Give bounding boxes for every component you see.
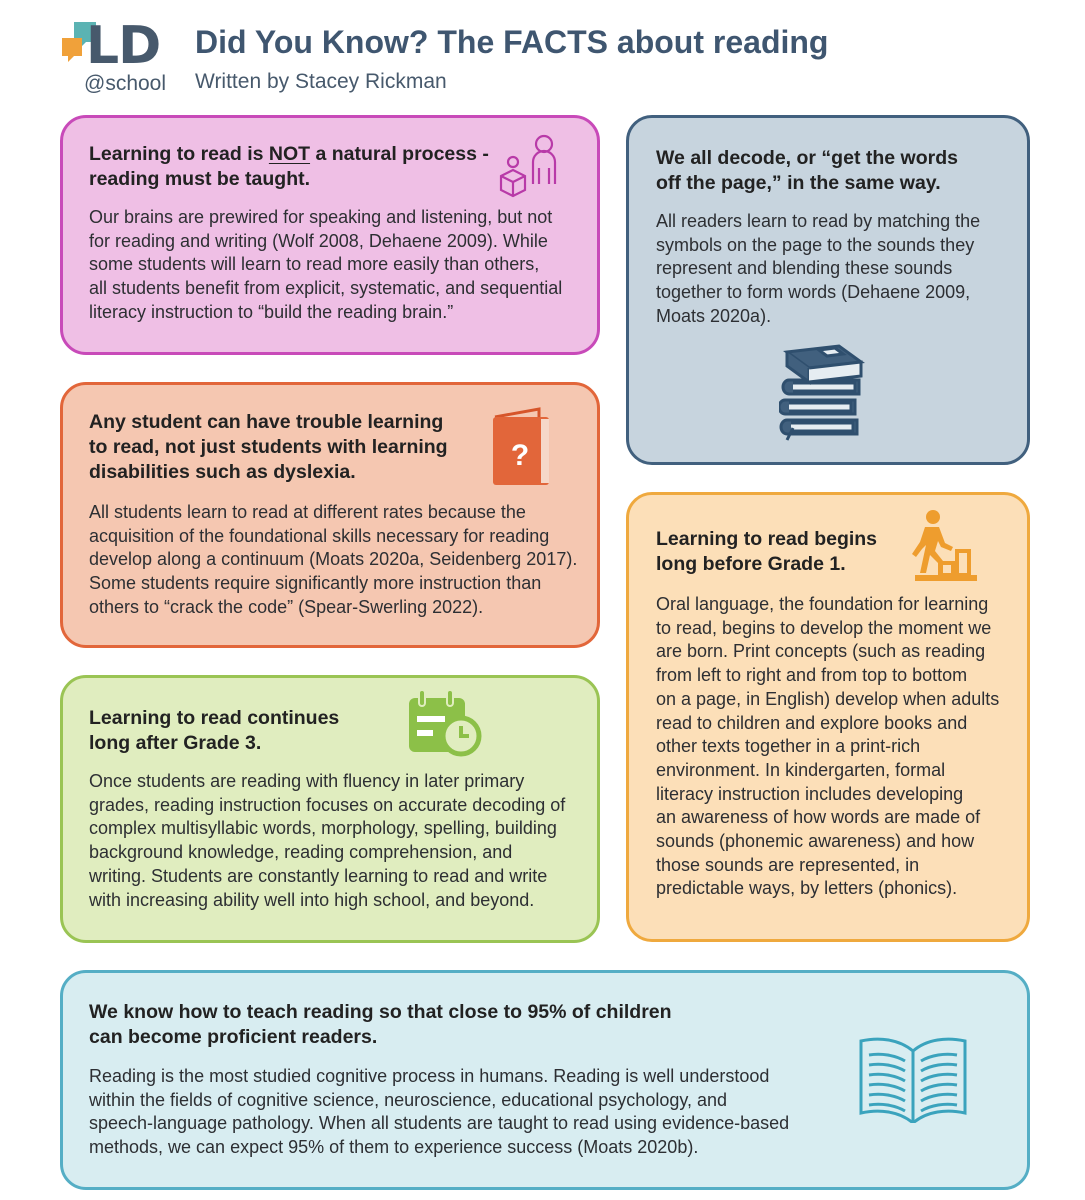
open-book-icon [855, 1031, 971, 1123]
card-body: All readers learn to read by matching the symbols on the page to the sounds they represent and blending these sounds together to form words (Dehaene 2009, Moats 2020a). [656, 211, 981, 326]
people-blocks-icon [495, 132, 567, 202]
page-title: Did You Know? The FACTS about reading [195, 24, 829, 60]
card-heading: Learning to read begins long before Grade 1. [656, 528, 878, 575]
fact-card-any-student [60, 382, 600, 648]
page-subtitle: Written by Stacey Rickman [195, 70, 447, 93]
fact-card-95-percent [60, 970, 1030, 1190]
fact-card-before-grade-1 [626, 492, 1030, 942]
card-body: Oral language, the foundation for learning to read, begins to develop the moment we are born. Print concepts (such as reading from left to right and from top to bottom on a page, in English) develop when adults read to children and explore books and other texts together in a print-rich environment. In kindergarten, formal literacy instruction includes developing an awareness of how words are made of sounds (phonemic awareness) and how those sounds are represented, in predictable ways, by letters (phonics). [656, 594, 1000, 899]
card-body: Once students are reading with fluency in later primary grades, reading instruction focuses on accurate decoding of complex multisyllabic words, morphology, spelling, building background knowledge, reading comprehension, and writing. Students are constantly learning to read and write with increasing ability well into high school, and beyond. [89, 771, 566, 910]
question-mark-glyph: ? [510, 439, 530, 472]
book-stack-icon [779, 342, 869, 442]
climbing-steps-icon [911, 507, 981, 585]
ld-school-logo [58, 14, 178, 98]
card-heading: Any student can have trouble learning to read, not just students with learning disabilities such as dyslexia. [89, 411, 448, 483]
card-body: All students learn to read at different rates because the acquisition of the foundational skills necessary for reading develop along a continuum (Moats 2020a, Seidenberg 2017). Some students require significantly more instruction than others to “crack the code” (Spear-Swerling 2022). [89, 502, 578, 617]
logo-subtext: @school [84, 72, 167, 95]
card-body: Our brains are prewired for speaking and listening, but not for reading and writing (Wolf 2008, Dehaene 2009). While some students will learn to read more easily than others, all students benefit from explicit, systematic, and sequential literacy instruction to “build the reading brain.” [89, 207, 563, 322]
fact-card-natural-process [60, 115, 600, 355]
card-heading: Learning to read is NOT a natural process - reading must be taught. [89, 143, 489, 190]
question-book-icon [489, 405, 555, 489]
card-heading: Learning to read continues long after Grade 3. [89, 707, 340, 754]
fact-card-after-grade-3 [60, 675, 600, 943]
calendar-clock-icon [407, 688, 487, 762]
card-heading: We all decode, or “get the words off the page,” in the same way. [656, 147, 958, 194]
fact-card-decode [626, 115, 1030, 465]
logo-text: LD [86, 16, 161, 76]
card-body: Reading is the most studied cognitive process in humans. Reading is well understood within the fields of cognitive science, neuroscience, educational psychology, and speech-language pathology. When all students are taught to read using evidence-based methods, we can expect 95% of them to experience success (Moats 2020b). [89, 1066, 790, 1158]
card-heading: We know how to teach reading so that close to 95% of children can become proficient readers. [89, 1001, 672, 1048]
